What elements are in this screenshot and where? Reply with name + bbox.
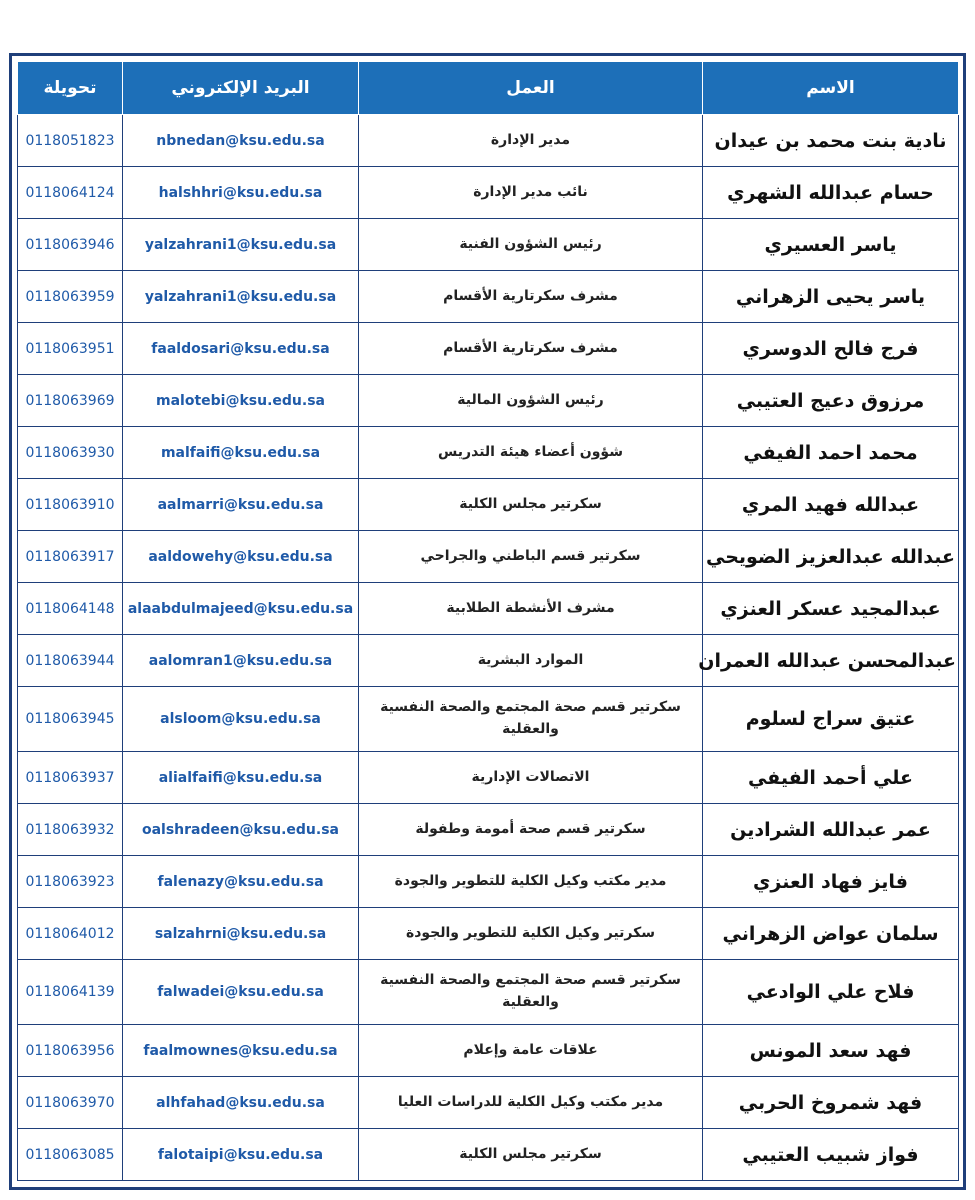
job-cell: مشرف سكرتارية الأقسام bbox=[359, 271, 703, 323]
job-cell: سكرتير وكيل الكلية للتطوير والجودة bbox=[359, 908, 703, 960]
job-cell: الموارد البشرية bbox=[359, 635, 703, 687]
email-cell: halshhri@ksu.edu.sa bbox=[123, 167, 359, 219]
name-cell: عتيق سراج لسلوم bbox=[703, 687, 959, 752]
table-row bbox=[18, 531, 959, 583]
job-cell: سكرتير قسم صحة المجتمع والصحة النفسية والعقلية bbox=[359, 960, 703, 1025]
job-cell: سكرتير قسم صحة المجتمع والصحة النفسية والعقلية bbox=[359, 687, 703, 752]
table-row bbox=[18, 427, 959, 479]
email-cell: falotaipi@ksu.edu.sa bbox=[123, 1129, 359, 1181]
email-cell: alialfaifi@ksu.edu.sa bbox=[123, 752, 359, 804]
extension-cell: 0118064148 bbox=[18, 583, 123, 635]
job-cell: مدير الإدارة bbox=[359, 115, 703, 167]
job-cell: رئيس الشؤون المالية bbox=[359, 375, 703, 427]
email-cell: yalzahrani1@ksu.edu.sa bbox=[123, 271, 359, 323]
job-cell: مدير مكتب وكيل الكلية للدراسات العليا bbox=[359, 1077, 703, 1129]
email-cell: nbnedan@ksu.edu.sa bbox=[123, 115, 359, 167]
email-cell: falwadei@ksu.edu.sa bbox=[123, 960, 359, 1025]
job-cell: سكرتير قسم الباطني والجراحي bbox=[359, 531, 703, 583]
email-cell: yalzahrani1@ksu.edu.sa bbox=[123, 219, 359, 271]
extension-cell: 0118063945 bbox=[18, 687, 123, 752]
extension-cell: 0118064012 bbox=[18, 908, 123, 960]
extension-cell: 0118063970 bbox=[18, 1077, 123, 1129]
header-row bbox=[18, 62, 959, 115]
table-row bbox=[18, 1077, 959, 1129]
extension-cell: 0118063956 bbox=[18, 1025, 123, 1077]
name-cell: علي أحمد الفيفي bbox=[703, 752, 959, 804]
email-cell: alaabdulmajeed@ksu.edu.sa bbox=[123, 583, 359, 635]
table-row bbox=[18, 752, 959, 804]
job-cell: سكرتير مجلس الكلية bbox=[359, 479, 703, 531]
extension-cell: 0118063969 bbox=[18, 375, 123, 427]
extension-cell: 0118063930 bbox=[18, 427, 123, 479]
extension-cell: 0118063937 bbox=[18, 752, 123, 804]
table-row bbox=[18, 908, 959, 960]
table-row bbox=[18, 219, 959, 271]
job-cell: مدير مكتب وكيل الكلية للتطوير والجودة bbox=[359, 856, 703, 908]
table-row bbox=[18, 960, 959, 1025]
email-cell: malotebi@ksu.edu.sa bbox=[123, 375, 359, 427]
email-cell: falenazy@ksu.edu.sa bbox=[123, 856, 359, 908]
name-cell: عبدالله فهيد المري bbox=[703, 479, 959, 531]
table-row bbox=[18, 635, 959, 687]
name-cell: عبدالمحسن عبدالله العمران bbox=[703, 635, 959, 687]
table-row bbox=[18, 856, 959, 908]
header-extension: تحويلة bbox=[18, 62, 123, 115]
header-job: العمل bbox=[359, 62, 703, 115]
name-cell: عبدالله عبدالعزيز الضويحي bbox=[703, 531, 959, 583]
email-cell: alsloom@ksu.edu.sa bbox=[123, 687, 359, 752]
extension-cell: 0118063923 bbox=[18, 856, 123, 908]
email-cell: malfaifi@ksu.edu.sa bbox=[123, 427, 359, 479]
name-cell: عبدالمجيد عسكر العنزي bbox=[703, 583, 959, 635]
extension-cell: 0118064139 bbox=[18, 960, 123, 1025]
table-row bbox=[18, 1025, 959, 1077]
table-frame bbox=[9, 53, 966, 1190]
name-cell: فايز فهاد العنزي bbox=[703, 856, 959, 908]
table-row bbox=[18, 115, 959, 167]
name-cell: حسام عبدالله الشهري bbox=[703, 167, 959, 219]
name-cell: فلاح علي الوادعي bbox=[703, 960, 959, 1025]
job-cell: نائب مدير الإدارة bbox=[359, 167, 703, 219]
extension-cell: 0118063910 bbox=[18, 479, 123, 531]
name-cell: ياسر يحيى الزهراني bbox=[703, 271, 959, 323]
name-cell: فهد شمروخ الحربي bbox=[703, 1077, 959, 1129]
extension-cell: 0118063951 bbox=[18, 323, 123, 375]
email-cell: aalmarri@ksu.edu.sa bbox=[123, 479, 359, 531]
email-cell: salzahrni@ksu.edu.sa bbox=[123, 908, 359, 960]
job-cell: الاتصالات الإدارية bbox=[359, 752, 703, 804]
table-row bbox=[18, 804, 959, 856]
name-cell: فرج فالح الدوسري bbox=[703, 323, 959, 375]
extension-cell: 0118064124 bbox=[18, 167, 123, 219]
table-row bbox=[18, 479, 959, 531]
email-cell: oalshradeen@ksu.edu.sa bbox=[123, 804, 359, 856]
extension-cell: 0118051823 bbox=[18, 115, 123, 167]
staff-directory-table bbox=[17, 61, 959, 1181]
email-cell: faaldosari@ksu.edu.sa bbox=[123, 323, 359, 375]
name-cell: نادية بنت محمد بن عيدان bbox=[703, 115, 959, 167]
job-cell: علاقات عامة وإعلام bbox=[359, 1025, 703, 1077]
table-row bbox=[18, 583, 959, 635]
table-row bbox=[18, 323, 959, 375]
extension-cell: 0118063946 bbox=[18, 219, 123, 271]
extension-cell: 0118063917 bbox=[18, 531, 123, 583]
job-cell: سكرتير قسم صحة أمومة وطفولة bbox=[359, 804, 703, 856]
name-cell: فهد سعد المونس bbox=[703, 1025, 959, 1077]
job-cell: مشرف سكرتارية الأقسام bbox=[359, 323, 703, 375]
extension-cell: 0118063959 bbox=[18, 271, 123, 323]
email-cell: faalmownes@ksu.edu.sa bbox=[123, 1025, 359, 1077]
table-row bbox=[18, 375, 959, 427]
name-cell: فواز شبيب العتيبي bbox=[703, 1129, 959, 1181]
table-row bbox=[18, 167, 959, 219]
name-cell: ياسر العسيري bbox=[703, 219, 959, 271]
job-cell: مشرف الأنشطة الطلابية bbox=[359, 583, 703, 635]
table-row bbox=[18, 1129, 959, 1181]
job-cell: شؤون أعضاء هيئة التدريس bbox=[359, 427, 703, 479]
extension-cell: 0118063932 bbox=[18, 804, 123, 856]
job-cell: رئيس الشؤون الفنية bbox=[359, 219, 703, 271]
email-cell: aalomran1@ksu.edu.sa bbox=[123, 635, 359, 687]
table-row bbox=[18, 271, 959, 323]
name-cell: مرزوق دعيج العتيبي bbox=[703, 375, 959, 427]
name-cell: سلمان عواض الزهراني bbox=[703, 908, 959, 960]
name-cell: عمر عبدالله الشرادين bbox=[703, 804, 959, 856]
table-row bbox=[18, 687, 959, 752]
job-cell: سكرتير مجلس الكلية bbox=[359, 1129, 703, 1181]
email-cell: aaldowehy@ksu.edu.sa bbox=[123, 531, 359, 583]
email-cell: alhfahad@ksu.edu.sa bbox=[123, 1077, 359, 1129]
extension-cell: 0118063085 bbox=[18, 1129, 123, 1181]
header-email: البريد الإلكتروني bbox=[123, 62, 359, 115]
header-name: الاسم bbox=[703, 62, 959, 115]
extension-cell: 0118063944 bbox=[18, 635, 123, 687]
name-cell: محمد احمد الفيفي bbox=[703, 427, 959, 479]
